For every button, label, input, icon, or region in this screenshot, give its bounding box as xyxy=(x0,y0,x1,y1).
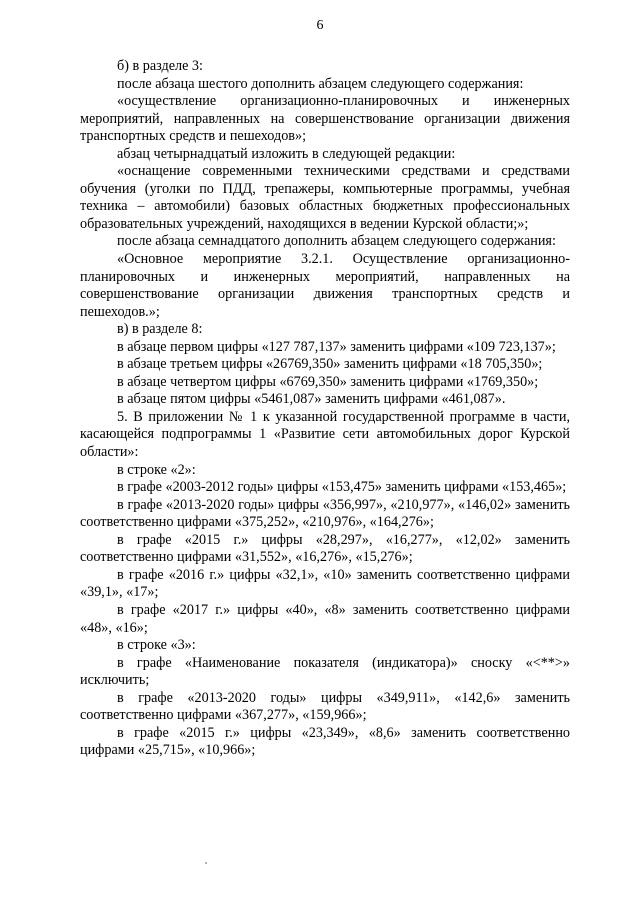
paragraph: в графе «2017 г.» цифры «40», «8» заменить соответственно цифрами «48», «16»; xyxy=(80,601,570,636)
paragraph: после абзаца семнадцатого дополнить абзацем следующего содержания: xyxy=(117,233,556,250)
paragraph: в графе «2015 г.» цифры «28,297», «16,277», «12,02» заменить соответственно цифрами «31,552», «16,276», «15,276»; xyxy=(80,531,570,566)
paragraph: в) в разделе 8: xyxy=(117,321,203,338)
paragraph: в графе «2013-2020 годы» цифры «356,997», «210,977», «146,02» заменить соответственно цифрами «375,252», «210,976», «164,276»; xyxy=(80,496,570,531)
paragraph: «осуществление организационно-планировочных и инженерных мероприятий, направленных на совершенствование организации движения транспортных средств и пешеходов»; xyxy=(80,93,570,145)
paragraph: после абзаца шестого дополнить абзацем следующего содержания: xyxy=(117,75,524,92)
page-number: 6 xyxy=(316,18,324,33)
paragraph: «оснащение современными техническими средствами и средствами обучения (уголки по ПДД, трепажеры, компьютерные программы, учебная техника – автомобили) базовых областных бюджетных профессиональных образовательных учреждений, находящихся в ведении Курской области;»; xyxy=(80,163,570,232)
paragraph: в абзаце четвертом цифры «6769,350» заменить цифрами «1769,350»; xyxy=(117,373,539,390)
paragraph: «Основное мероприятие 3.2.1. Осуществление организационно-планировочных и инженерных мероприятий, направленных на совершенствование организации движения транспортных средств и пешеходов.»; xyxy=(80,251,570,320)
paragraph: в графе «2016 г.» цифры «32,1», «10» заменить соответственно цифрами «39,1», «17»; xyxy=(80,566,570,601)
paragraph: б) в разделе 3: xyxy=(117,58,203,74)
scan-speck xyxy=(205,862,207,864)
paragraph: в абзаце пятом цифры «5461,087» заменить цифрами «461,087». xyxy=(117,391,506,408)
paragraph: в графе «2015 г.» цифры «23,349», «8,6» заменить соответственно цифрами «25,715», «10,966»; xyxy=(80,724,570,759)
paragraph: в графе «2013-2020 годы» цифры «349,911», «142,6» заменить соответственно цифрами «367,277», «159,966»; xyxy=(80,689,570,724)
paragraph: в графе «2003-2012 годы» цифры «153,475» заменить цифрами «153,465»; xyxy=(117,479,567,496)
paragraph: в строке «2»: xyxy=(117,461,196,478)
paragraph: в графе «Наименование показателя (индикатора)» сноску «<**>» исключить; xyxy=(80,654,570,689)
paragraph: в абзаце третьем цифры «26769,350» заменить цифрами «18 705,350»; xyxy=(117,356,543,373)
paragraph: абзац четырнадцатый изложить в следующей редакции: xyxy=(117,145,456,162)
paragraph: в строке «3»: xyxy=(117,637,196,654)
document-body xyxy=(80,58,570,760)
paragraph: 5. В приложении № 1 к указанной государственной программе в части, касающейся подпрограммы 1 «Развитие сети автомобильных дорог Курской области»: xyxy=(80,408,570,461)
paragraph: в абзаце первом цифры «127 787,137» заменить цифрами «109 723,137»; xyxy=(117,338,556,355)
